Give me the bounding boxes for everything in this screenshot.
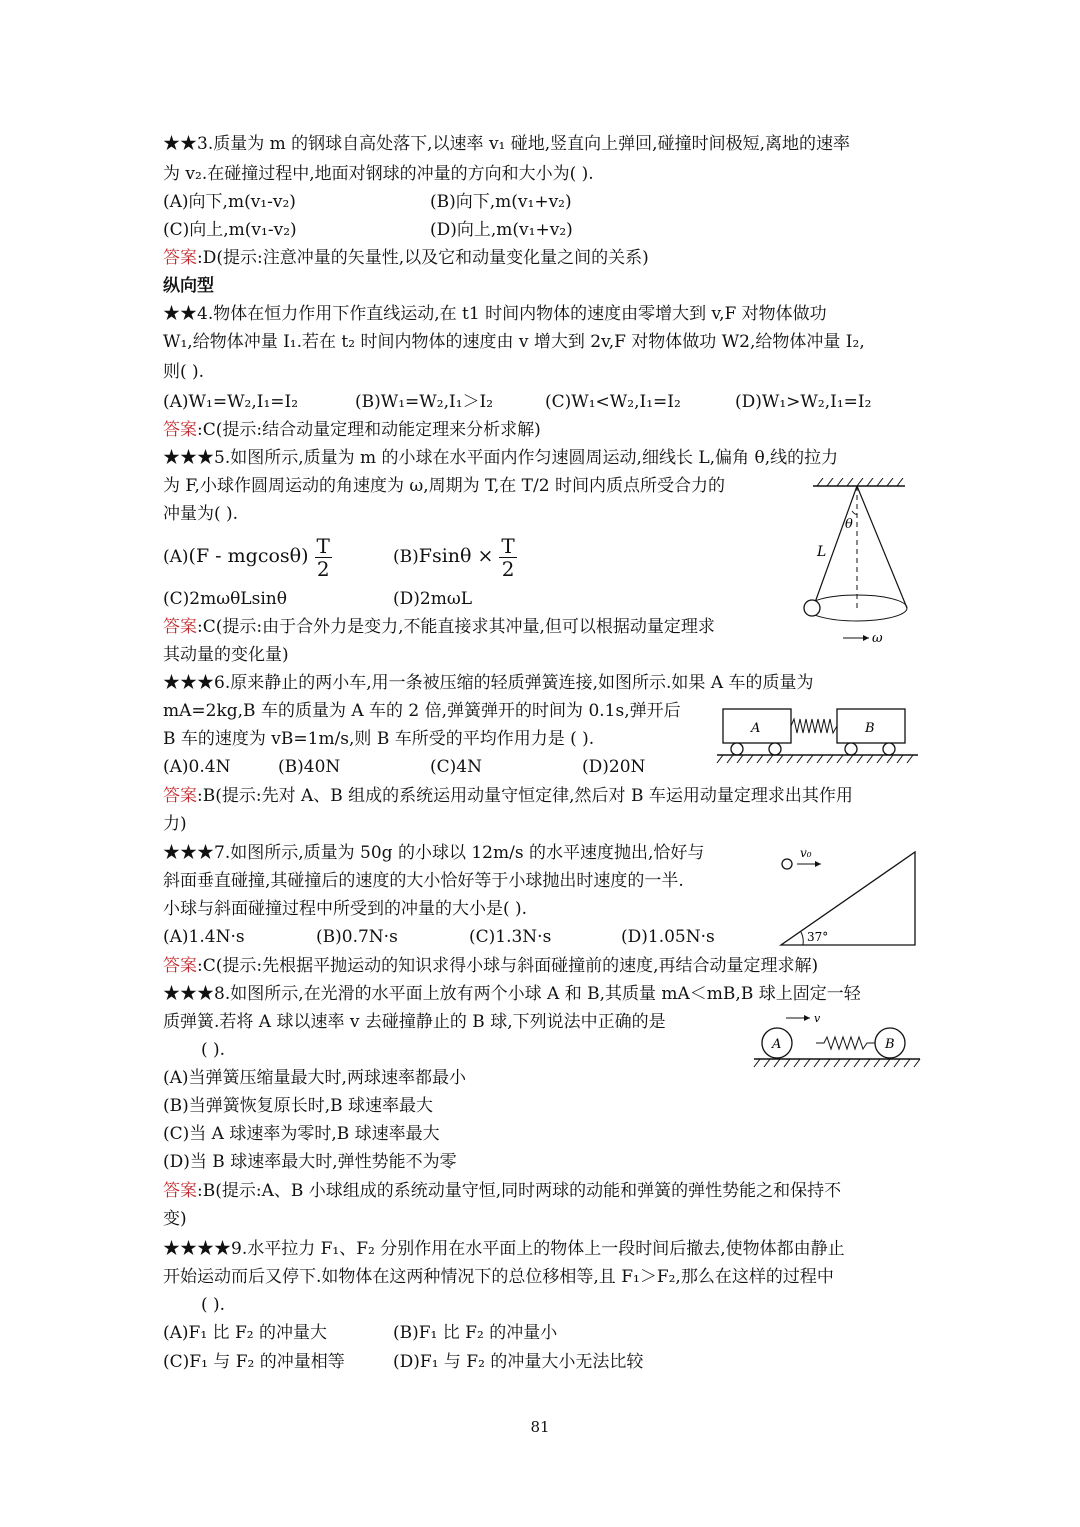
q6-option-b: (B)40N	[278, 757, 341, 777]
q8-option-b: (B)当弹簧恢复原长时,B 球速率最大	[163, 1096, 434, 1116]
q3-option-b: (B)向下,m(v₁+v₂)	[430, 192, 572, 212]
q5-answer	[163, 613, 715, 641]
v-label: v	[814, 1012, 821, 1025]
q8-stem-line3: ( ).	[201, 1040, 226, 1060]
q8-answer-line2: 变)	[163, 1209, 187, 1229]
q6-stem-line3: B 车的速度为 vB=1m/s,则 B 车所受的平均作用力是 ( ).	[163, 729, 595, 749]
q3-stem-line1: ★★3.质量为 m 的钢球自高处落下,以速率 v₁ 碰地,竖直向上弹回,碰撞时间极短,离地的速率	[163, 134, 850, 154]
option-a-label: (A)	[163, 547, 189, 567]
q5-option-a	[163, 534, 332, 580]
answer-label: 答案	[163, 786, 197, 806]
fraction-denominator: 2	[316, 557, 330, 581]
q7-answer	[163, 952, 818, 980]
q9-stem-line1: ★★★★9.水平拉力 F₁、F₂ 分别作用在水平面上的物体上一段时间后撤去,使物体都由静止	[163, 1239, 845, 1259]
q6-stem-line2: mA=2kg,B 车的质量为 A 车的 2 倍,弹簧弹开的时间为 0.1s,弹开后	[163, 701, 681, 721]
answer-label: 答案	[163, 1181, 197, 1201]
fraction-denominator: 2	[501, 557, 515, 581]
q4-answer	[163, 416, 541, 444]
angle-label: 37°	[807, 930, 829, 944]
theta-label: θ	[845, 517, 853, 532]
q8-option-a: (A)当弹簧压缩量最大时,两球速率都最小	[163, 1068, 466, 1088]
conical-pendulum-figure	[795, 478, 920, 648]
q9-option-a: (A)F₁ 比 F₂ 的冲量大	[163, 1323, 327, 1343]
q5-option-c: (C)2mωθLsinθ	[163, 589, 287, 609]
q3-option-a: (A)向下,m(v₁-v₂)	[163, 192, 296, 212]
answer-label: 答案	[163, 617, 197, 637]
answer-text: :B(提示:A、B 小球组成的系统动量守恒,同时两球的动能和弹簧的弹性势能之和保持不	[197, 1181, 842, 1201]
fraction-numerator: T	[501, 534, 515, 558]
two-carts-figure	[715, 703, 920, 771]
ball-a-label: A	[772, 1037, 782, 1052]
q3-stem-line2: 为 v₂.在碰撞过程中,地面对钢球的冲量的方向和大小为( ).	[163, 164, 594, 184]
length-label: L	[817, 544, 827, 560]
fraction-numerator: T	[316, 534, 330, 558]
q7-stem-line1: ★★★7.如图所示,质量为 50g 的小球以 12m/s 的水平速度抛出,恰好与	[163, 843, 705, 863]
q8-stem-line2: 质弹簧.若将 A 球以速率 v 去碰撞静止的 B 球,下列说法中正确的是	[163, 1012, 666, 1032]
answer-text: :C(提示:由于合外力是变力,不能直接求其冲量,但可以根据动量定理求	[197, 617, 715, 637]
q7-option-c: (C)1.3N·s	[469, 927, 552, 947]
answer-label: 答案	[163, 420, 197, 440]
q3-answer	[163, 244, 649, 272]
section-title: 纵向型	[163, 276, 214, 296]
q6-option-a: (A)0.4N	[163, 757, 231, 777]
q7-stem-line2: 斜面垂直碰撞,其碰撞后的速度的大小恰好等于小球抛出时速度的一半.	[163, 871, 684, 891]
q8-option-d: (D)当 B 球速率最大时,弹性势能不为零	[163, 1152, 457, 1172]
q9-option-d: (D)F₁ 与 F₂ 的冲量大小无法比较	[393, 1352, 644, 1372]
q5-stem-line3: 冲量为( ).	[163, 504, 239, 524]
q9-option-c: (C)F₁ 与 F₂ 的冲量相等	[163, 1352, 345, 1372]
q4-stem-line1: ★★4.物体在恒力作用下作直线运动,在 t1 时间内物体的速度由零增大到 v,F 对物体做功	[163, 304, 827, 324]
q8-answer	[163, 1177, 841, 1205]
q8-option-c: (C)当 A 球速率为零时,B 球速率最大	[163, 1124, 440, 1144]
q7-option-a: (A)1.4N·s	[163, 927, 245, 947]
q9-stem-line3: ( ).	[201, 1295, 226, 1315]
q4-option-a: (A)W₁=W₂,I₁=I₂	[163, 392, 299, 412]
q4-stem-line2: W₁,给物体冲量 I₁.若在 t₂ 时间内物体的速度由 v 增大到 2v,F 对物体做功 W2,给物体冲量 I₂,	[163, 332, 865, 352]
fraction-t-over-2	[315, 535, 332, 580]
q3-option-d: (D)向上,m(v₁+v₂)	[430, 220, 573, 240]
q4-stem-line3: 则( ).	[163, 362, 205, 382]
option-b-label: (B)	[393, 547, 419, 567]
q3-option-c: (C)向上,m(v₁-v₂)	[163, 220, 297, 240]
q9-stem-line2: 开始运动而后又停下.如物体在这两种情况下的总位移相等,且 F₁＞F₂,那么在这样的过程中	[163, 1267, 834, 1287]
q5-answer-line2: 其动量的变化量)	[163, 645, 289, 665]
answer-text: :D(提示:注意冲量的矢量性,以及它和动量变化量之间的关系)	[197, 248, 649, 268]
q5-stem-line2: 为 F,小球作圆周运动的角速度为 ω,周期为 T,在 T/2 时间内质点所受合力的	[163, 476, 725, 496]
q7-stem-line3: 小球与斜面碰撞过程中所受到的冲量的大小是( ).	[163, 899, 528, 919]
answer-label: 答案	[163, 956, 197, 976]
two-balls-figure	[750, 1012, 922, 1072]
omega-label: ω	[872, 631, 883, 646]
incline-figure	[775, 840, 923, 950]
q6-answer	[163, 782, 853, 810]
q4-option-d: (D)W₁>W₂,I₁=I₂	[735, 392, 872, 412]
q8-stem-line1: ★★★8.如图所示,在光滑的水平面上放有两个小球 A 和 B,其质量 mA＜mB,B 球上固定一轻	[163, 984, 861, 1004]
cart-a-label: A	[751, 721, 761, 736]
q6-option-d: (D)20N	[582, 757, 646, 777]
fraction-t-over-2	[499, 535, 516, 580]
q4-option-c: (C)W₁<W₂,I₁=I₂	[545, 392, 681, 412]
cart-b-label: B	[865, 721, 875, 736]
option-a-expr: (F - mgcosθ)	[188, 545, 309, 567]
q4-option-b: (B)W₁=W₂,I₁＞I₂	[355, 392, 494, 412]
ball-b-label: B	[885, 1037, 895, 1052]
q6-answer-line2: 力)	[163, 814, 187, 834]
q6-option-c: (C)4N	[430, 757, 482, 777]
q5-option-b	[393, 534, 517, 580]
answer-label: 答案	[163, 248, 197, 268]
answer-text: :C(提示:结合动量定理和动能定理来分析求解)	[197, 420, 541, 440]
page-number: 81	[530, 1418, 550, 1436]
option-b-expr: Fsinθ ×	[418, 545, 494, 567]
answer-text: :C(提示:先根据平抛运动的知识求得小球与斜面碰撞前的速度,再结合动量定理求解)	[197, 956, 819, 976]
q5-stem-line1: ★★★5.如图所示,质量为 m 的小球在水平面内作匀速圆周运动,细线长 L,偏角 θ,线的拉力	[163, 448, 839, 468]
q9-option-b: (B)F₁ 比 F₂ 的冲量小	[393, 1323, 558, 1343]
q5-option-d: (D)2mωL	[393, 589, 472, 609]
v0-label: v₀	[800, 846, 812, 860]
q7-option-b: (B)0.7N·s	[316, 927, 398, 947]
q7-option-d: (D)1.05N·s	[621, 927, 715, 947]
q6-stem-line1: ★★★6.原来静止的两小车,用一条被压缩的轻质弹簧连接,如图所示.如果 A 车的质量为	[163, 673, 814, 693]
answer-text: :B(提示:先对 A、B 组成的系统运用动量守恒定律,然后对 B 车运用动量定理求出其作用	[197, 786, 853, 806]
